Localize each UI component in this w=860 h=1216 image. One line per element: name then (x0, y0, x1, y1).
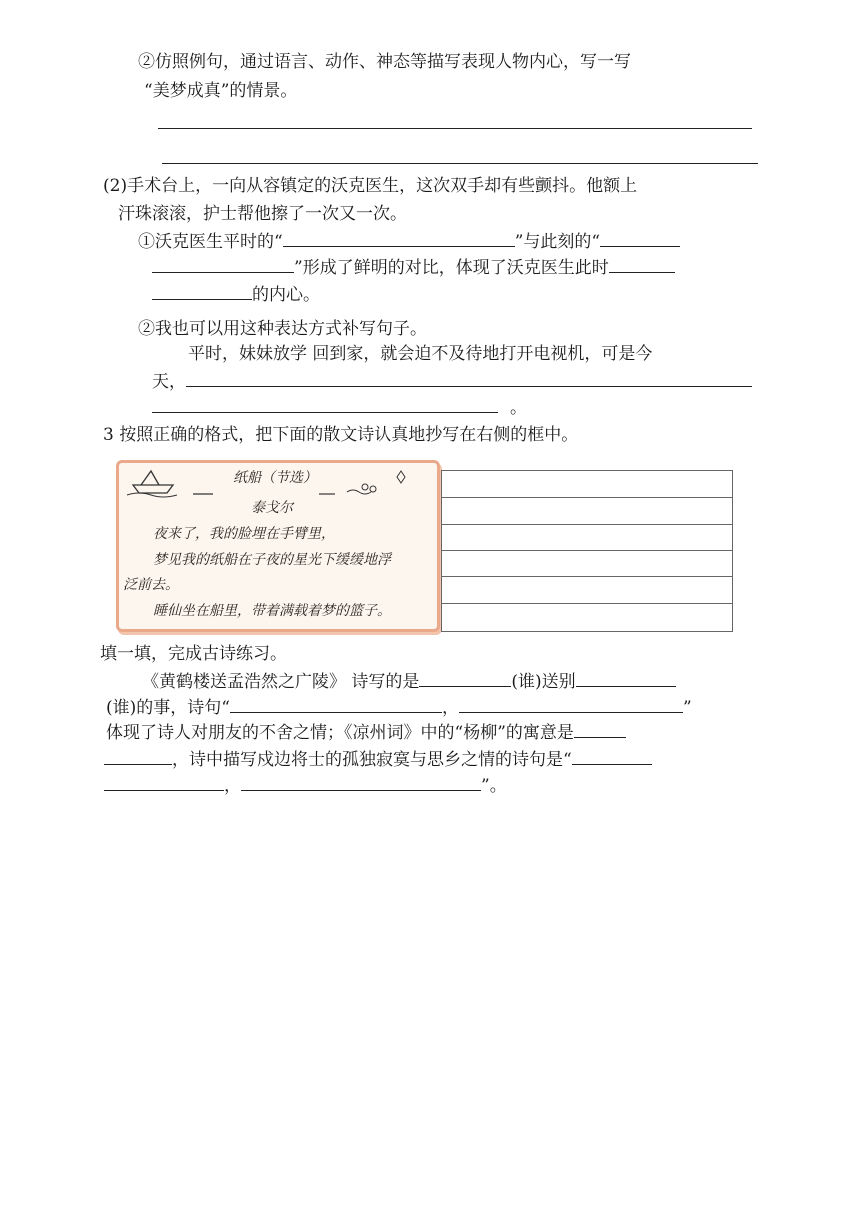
q2-part2-sub1-row2 (152, 256, 675, 279)
copy-box[interactable] (441, 470, 733, 632)
copy-row-line (442, 524, 732, 525)
answer-blank[interactable] (600, 230, 680, 247)
q2-part2-line2: 汗珠滚滚，护士帮他擦了一次又一次。 (118, 204, 407, 224)
copy-row-line (442, 576, 732, 577)
q2-part2-line1: (2)手术台上，一向从容镇定的沃克医生，这次双手却有些颤抖。他额上 (103, 176, 638, 196)
q4-text: ， (441, 698, 459, 718)
q2-part2-sub2-line3 (152, 396, 527, 419)
answer-blank[interactable] (152, 396, 498, 413)
answer-blank[interactable] (283, 230, 515, 247)
copy-row-line (442, 550, 732, 551)
poem-line: 睡仙坐在船里，带着满载着梦的篮子。 (153, 603, 391, 619)
sub1-text-c: ”形成了鲜明的对比，体现了沃克医生此时 (294, 258, 609, 278)
q4-line5 (104, 774, 507, 797)
sub2-end: 。 (510, 398, 527, 418)
q4-text: 体现了诗人对朋友的不舍之情；《凉州词》中的“杨柳”的寓意是 (106, 723, 574, 743)
q2-part2-sub1-row3 (152, 283, 320, 306)
q4-text: ， (224, 776, 241, 796)
poem-title: 纸船（节选） (233, 470, 317, 486)
poem-author: 泰戈尔 (251, 500, 293, 516)
poem-line: 梦见我的纸船在子夜的星光下缓缓地浮 (153, 552, 391, 568)
answer-blank[interactable] (576, 670, 676, 687)
copy-row-line (442, 603, 732, 604)
q4-text: ，诗中描写戍边将士的孤独寂寞与思乡之情的诗句是“ (172, 750, 572, 770)
q4-line1 (142, 670, 676, 693)
q4-text: ” (682, 698, 692, 718)
sub2-text: 天， (152, 372, 186, 392)
poem-line: 泛前去。 (123, 577, 179, 593)
q3-title: 3 按照正确的格式，把下面的散文诗认真地抄写在右侧的框中。 (103, 425, 579, 445)
sub1-text-a: ①沃克医生平时的“ (138, 232, 283, 252)
copy-row-line (442, 497, 732, 498)
sub1-text-b: ”与此刻的“ (514, 232, 601, 252)
answer-blank[interactable] (241, 774, 481, 791)
q4-line3 (106, 721, 626, 744)
answer-blank[interactable] (574, 721, 626, 738)
answer-blank[interactable] (152, 256, 294, 273)
q4-text: (谁)送别 (511, 672, 576, 692)
answer-blank[interactable] (230, 696, 442, 713)
q2-sub2-line2: “美梦成真”的情景。 (144, 81, 298, 101)
q2-part2-sub2-line2 (152, 370, 752, 393)
answer-line[interactable] (162, 163, 758, 164)
poem-card (116, 460, 440, 632)
answer-line[interactable] (158, 128, 752, 129)
q4-line4 (104, 748, 652, 771)
q2-part2-sub2-line1: 平时，妹妹放学 回到家，就会迫不及待地打开电视机，可是今 (188, 344, 653, 364)
q2-part2-sub2-title: ②我也可以用这种表达方式补写句子。 (138, 319, 427, 339)
q4-line2 (106, 696, 692, 719)
q4-title: 填一填，完成古诗练习。 (100, 644, 287, 664)
answer-blank[interactable] (459, 696, 683, 713)
q4-text: 《黄鹤楼送孟浩然之广陵》 诗写的是 (142, 672, 420, 692)
answer-blank[interactable] (572, 748, 652, 765)
q4-text: ”。 (481, 776, 507, 796)
q2-sub2-line1: ②仿照例句，通过语言、动作、神态等描写表现人物内心，写一写 (138, 52, 631, 72)
answer-blank[interactable] (104, 774, 224, 791)
answer-blank[interactable] (186, 370, 752, 387)
answer-blank[interactable] (609, 256, 675, 273)
sub1-text-d: 的内心。 (252, 285, 320, 305)
poem-line: 夜来了，我的脸埋在手臂里， (153, 526, 335, 542)
answer-blank[interactable] (152, 283, 252, 300)
q4-text: (谁)的事，诗句“ (106, 698, 230, 718)
answer-blank[interactable] (419, 670, 511, 687)
q2-part2-sub1-row1 (138, 230, 680, 253)
answer-blank[interactable] (104, 748, 172, 765)
